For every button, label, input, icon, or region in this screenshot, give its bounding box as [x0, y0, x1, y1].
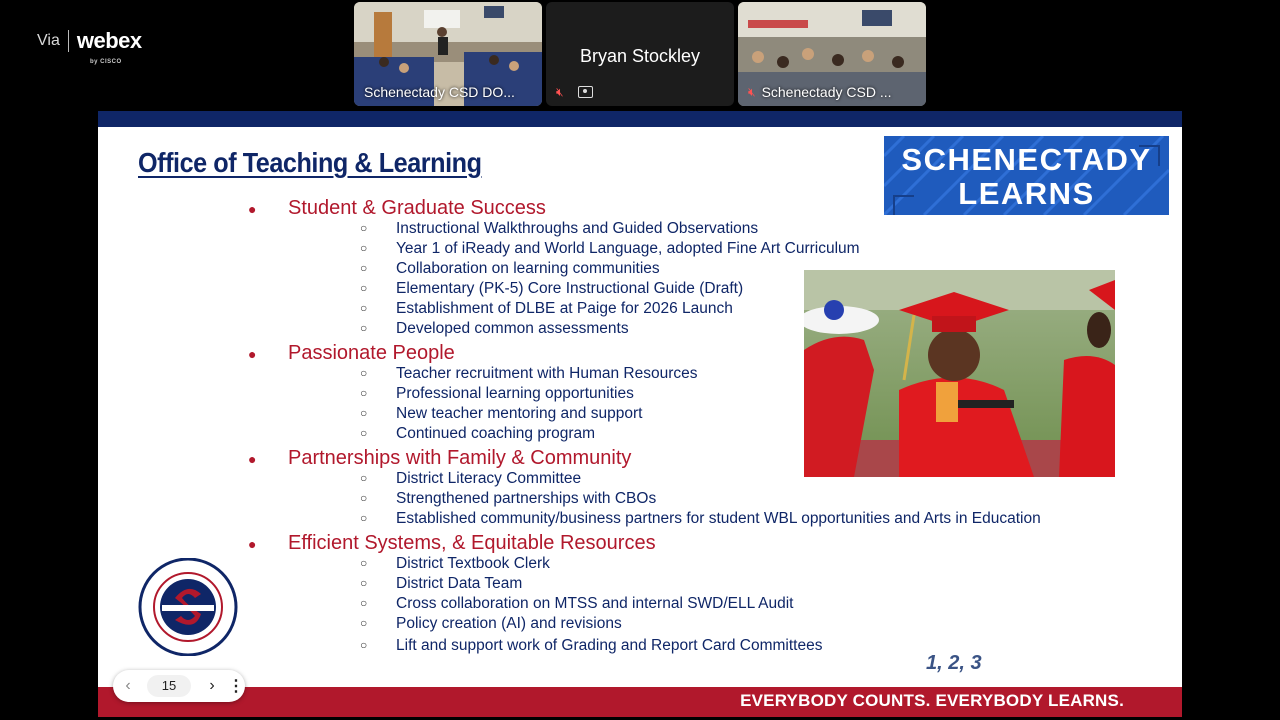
graduation-photo	[804, 270, 1115, 477]
list-item	[360, 470, 582, 488]
section-heading-text: Efficient Systems, & Equitable Resources	[288, 532, 656, 554]
bullet-dot-icon: ●	[248, 536, 257, 552]
shared-slide	[98, 111, 1182, 717]
list-item	[360, 575, 523, 593]
logo-line-1: SCHENECTADY	[901, 142, 1152, 177]
list-item-text: Continued coaching program	[396, 425, 596, 442]
muted-mic-icon: 🔇︎	[748, 84, 756, 99]
participant-name: Schenectady CSD ...	[761, 84, 892, 100]
school-seal	[135, 558, 241, 656]
list-item	[360, 615, 622, 633]
section-heading-text: Partnerships with Family & Community	[288, 447, 632, 469]
section-heading	[248, 342, 455, 365]
section-heading-text: Student & Graduate Success	[288, 197, 546, 219]
bullet-circle-icon: ○	[360, 261, 368, 275]
bullet-circle-icon: ○	[360, 406, 368, 420]
bullet-circle-icon: ○	[360, 556, 368, 570]
list-item-text: District Literacy Committee	[396, 470, 582, 487]
section-heading	[248, 197, 546, 220]
slide-motto: EVERYBODY COUNTS. EVERYBODY LEARNS.	[740, 691, 1124, 710]
list-item	[360, 365, 698, 383]
more-options-icon[interactable]: ⋮	[228, 678, 244, 695]
bullet-dot-icon: ●	[248, 451, 257, 467]
participant-tile-room-2[interactable]	[738, 2, 926, 106]
list-item-text: New teacher mentoring and support	[396, 405, 643, 422]
bullet-circle-icon: ○	[360, 366, 368, 380]
participant-tile-bryan[interactable]	[546, 2, 734, 106]
list-item-text: District Textbook Clerk	[396, 555, 550, 572]
previous-page-button[interactable]: ‹	[125, 677, 131, 694]
bullet-circle-icon: ○	[360, 616, 368, 630]
section-heading-text: Passionate People	[288, 342, 455, 364]
webex-logo	[76, 28, 142, 65]
list-item	[360, 510, 1041, 528]
list-item	[360, 220, 759, 238]
cisco-sub: by CISCO	[89, 59, 122, 65]
list-item	[360, 555, 550, 573]
page-number-field[interactable]: 15	[147, 675, 191, 697]
camera-off-icon	[578, 86, 593, 98]
list-item-text: Strengthened partnerships with CBOs	[396, 490, 657, 507]
bullet-circle-icon: ○	[360, 576, 368, 590]
bullet-circle-icon: ○	[360, 386, 368, 400]
participant-caption	[748, 84, 892, 100]
bullet-dot-icon: ●	[248, 346, 257, 362]
list-item-text: Collaboration on learning communities	[396, 260, 660, 277]
list-item	[360, 260, 660, 278]
bullet-circle-icon: ○	[360, 321, 368, 335]
bullet-circle-icon: ○	[360, 511, 368, 525]
list-item-text: Year 1 of iReady and World Language, adopted Fine Art Curriculum	[396, 240, 860, 257]
bullet-circle-icon: ○	[360, 426, 368, 440]
list-item	[360, 280, 744, 298]
webex-wordmark: webex	[76, 28, 142, 53]
next-page-button[interactable]: ›	[209, 677, 215, 694]
webex-brand	[37, 28, 142, 65]
list-item-text: Lift and support work of Grading and Report Card Committees	[396, 637, 823, 654]
section-heading	[248, 532, 656, 555]
via-label: Via	[37, 32, 60, 49]
bullet-circle-icon: ○	[360, 471, 368, 485]
slide-top-bar	[98, 111, 1182, 127]
participant-name: Schenectady CSD DO...	[364, 84, 515, 100]
list-item	[360, 300, 733, 318]
bullet-circle-icon: ○	[360, 491, 368, 505]
page-references: 1, 2, 3	[926, 652, 982, 674]
bullet-circle-icon: ○	[360, 281, 368, 295]
list-item	[360, 637, 823, 655]
list-item-text: Professional learning opportunities	[396, 385, 634, 402]
participant-tile-room-1[interactable]	[354, 2, 542, 106]
list-item-text: Establishment of DLBE at Paige for 2026 Launch	[396, 300, 733, 317]
section-heading	[248, 447, 632, 470]
brand-divider	[68, 30, 69, 52]
list-item	[360, 425, 596, 443]
list-item	[360, 595, 794, 613]
bullet-circle-icon: ○	[360, 638, 368, 652]
list-item-text: Policy creation (AI) and revisions	[396, 615, 622, 632]
schenectady-learns-logo	[884, 136, 1169, 215]
logo-line-2: LEARNS	[958, 176, 1095, 211]
slide-pager	[113, 670, 245, 702]
bullet-circle-icon: ○	[360, 241, 368, 255]
list-item-text: Cross collaboration on MTSS and internal SWD/ELL Audit	[396, 595, 794, 612]
list-item-text: Teacher recruitment with Human Resources	[396, 365, 698, 382]
bullet-circle-icon: ○	[360, 301, 368, 315]
slide-title: Office of Teaching & Learning	[138, 147, 482, 178]
slide-bottom-bar	[98, 687, 1182, 717]
list-item-text: Established community/business partners for student WBL opportunities and Arts in Education	[396, 510, 1041, 527]
bullet-dot-icon: ●	[248, 201, 257, 217]
list-item	[360, 385, 634, 403]
participant-name: Bryan Stockley	[579, 46, 701, 66]
bullet-circle-icon: ○	[360, 221, 368, 235]
list-item	[360, 320, 629, 338]
list-item-text: District Data Team	[396, 575, 523, 592]
list-item-text: Developed common assessments	[396, 320, 629, 337]
bullet-circle-icon: ○	[360, 596, 368, 610]
list-item-text: Instructional Walkthroughs and Guided Observations	[396, 220, 759, 237]
participant-caption	[364, 84, 515, 100]
muted-mic-icon: 🔇︎	[556, 85, 564, 99]
list-item	[360, 405, 643, 423]
list-item	[360, 240, 860, 258]
list-item	[360, 490, 657, 508]
list-item-text: Elementary (PK-5) Core Instructional Guide (Draft)	[396, 280, 744, 297]
participant-status	[556, 85, 564, 100]
